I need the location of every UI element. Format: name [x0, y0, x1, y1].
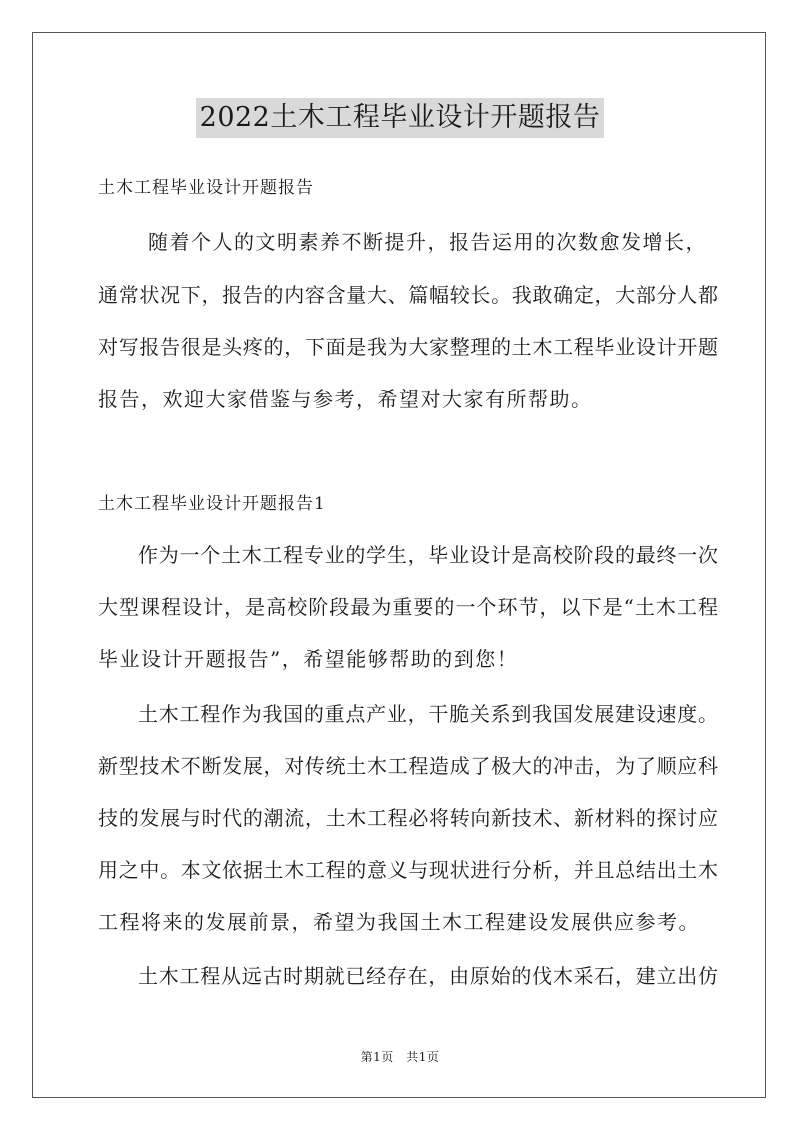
section1-para3-line: 土木工程从远古时期就已经存在，由原始的伐木采石，建立出仿 — [138, 964, 718, 988]
section1-para1-line: 毕业设计开题报告”，希望能够帮助的到您！ — [98, 647, 519, 671]
intro-line: 随着个人的文明素养不断提升，报告运用的次数愈发增长， — [148, 230, 707, 254]
section1-para2-line: 工程将来的发展前景，希望为我国土木工程建设发展供应参考。 — [98, 910, 700, 934]
section1-para1-line: 大型课程设计，是高校阶段最为重要的一个环节，以下是“土木工程 — [98, 595, 718, 619]
intro-line: 对写报告很是头疼的，下面是我为大家整理的土木工程毕业设计开题 — [98, 335, 718, 359]
intro-line: 报告，欢迎大家借鉴与参考，希望对大家有所帮助。 — [98, 387, 593, 411]
intro-line: 通常状况下，报告的内容含量大、篇幅较长。我敢确定，大部分人都 — [98, 283, 718, 307]
intro-heading: 土木工程毕业设计开题报告 — [98, 178, 314, 198]
section1-para2-line: 技的发展与时代的潮流，土木工程必将转向新技术、新材料的探讨应 — [98, 806, 718, 830]
title-wrap — [0, 98, 800, 138]
page-footer: 第1页 共1页 — [360, 1050, 440, 1064]
section1-para2-line: 用之中。本文依据土木工程的意义与现状进行分析，并且总结出土木 — [98, 858, 718, 882]
section1-para1-line: 作为一个土木工程专业的学生，毕业设计是高校阶段的最终一次 — [138, 543, 718, 567]
section1-heading: 土木工程毕业设计开题报告1 — [98, 494, 326, 514]
document-title: 2022土木工程毕业设计开题报告 — [196, 98, 605, 138]
section1-para2-line: 土木工程作为我国的重点产业，干脆关系到我国发展建设速度。 — [138, 702, 718, 726]
section1-para2-line: 新型技术不断发展，对传统土木工程造成了极大的冲击，为了顺应科 — [98, 754, 718, 778]
